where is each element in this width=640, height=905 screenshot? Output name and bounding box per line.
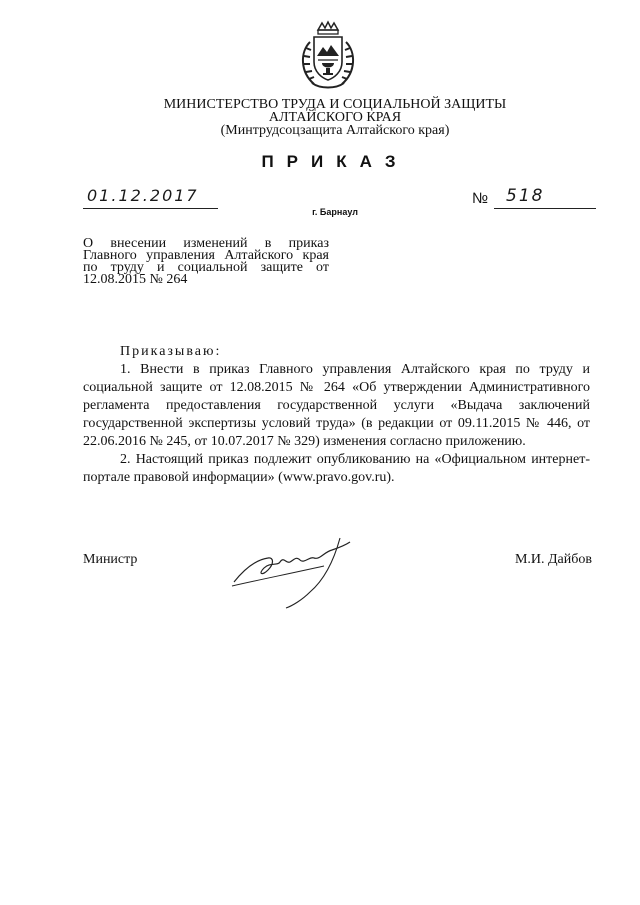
date-field xyxy=(83,186,218,209)
order-paragraph-2: 2. Настоящий приказ подлежит опубликованию на «Официальном интернет-портале правовой информации» (www.pravo.gov.ru). xyxy=(83,452,590,485)
number-label: № xyxy=(472,190,489,207)
order-subject: О внесении изменений в приказ Главного управления Алтайского края по труду и социальной защите от 12.08.2015 № 264 xyxy=(83,236,329,287)
ministry-name-line2: АЛТАЙСКОГО КРАЯ xyxy=(268,110,402,125)
ministry-short-name: (Минтрудсоцзащита Алтайского края) xyxy=(220,123,450,138)
document-title: ПРИКАЗ xyxy=(261,152,409,171)
ministry-name-line1: МИНИСТЕРСТВО ТРУДА И СОЦИАЛЬНОЙ ЗАЩИТЫ xyxy=(163,97,507,112)
handwritten-date: 01.12.2017 xyxy=(87,186,199,205)
ministry-header xyxy=(140,98,530,137)
signer-name: М.И. Дайбов xyxy=(514,552,592,567)
signer-position: Министр xyxy=(83,552,138,567)
city-label: г. Барнаул xyxy=(312,207,358,217)
order-body xyxy=(83,343,590,487)
coat-of-arms-icon xyxy=(296,20,360,92)
handwritten-signature-icon xyxy=(228,530,358,610)
number-field xyxy=(494,186,596,209)
order-lead: Приказываю: xyxy=(120,344,222,359)
handwritten-number: 518 xyxy=(506,186,545,206)
order-paragraph-1: 1. Внести в приказ Главного управления Алтайского края по труду и социальной защите от 12.08.2015 № 264 «Об утверждении Административного регламента предоставления государственной услуги «Выдача заключений государственной экспертизы условий труда» (в редакции от 09.11.2015 № 446, от 22.06.2016 № 245, от 10.07.2017 № 329) изменения согласно приложению. xyxy=(83,362,590,449)
